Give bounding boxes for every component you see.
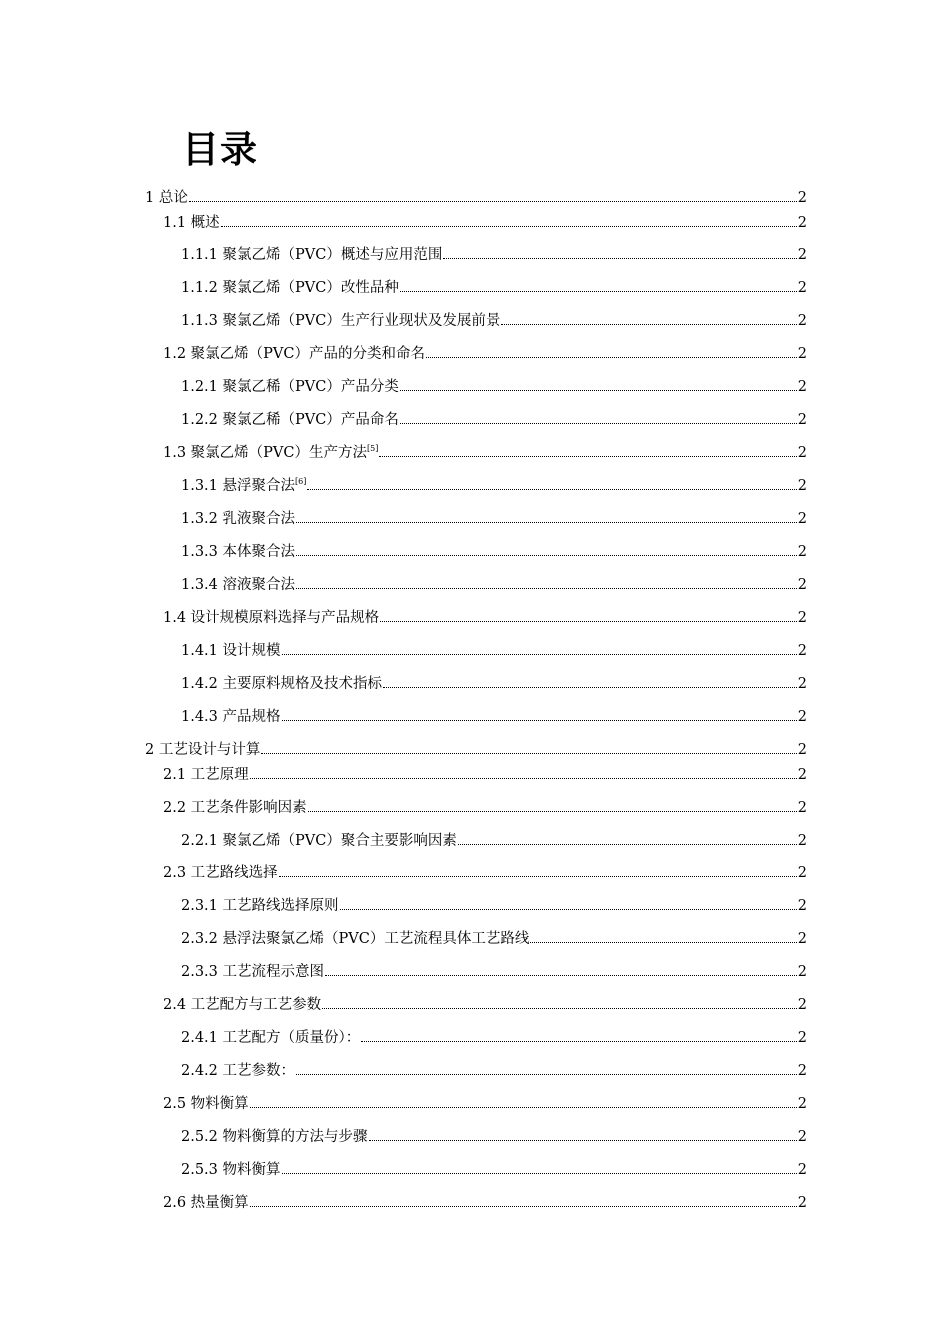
toc-entry-text: 1.4.3 产品规格 <box>181 709 281 725</box>
dot-leader <box>383 687 797 688</box>
toc-entry-title <box>181 508 295 530</box>
toc-page-number: 2 <box>797 346 807 362</box>
toc-entry[interactable] <box>181 277 807 299</box>
toc-page-number: 2 <box>797 544 807 560</box>
toc-entry-text: 2.3.1 工艺路线选择原则 <box>181 898 339 914</box>
toc-entry-title <box>181 830 457 852</box>
toc-entry-text: 2.3.3 工艺流程示意图 <box>181 964 325 980</box>
toc-page-number: 2 <box>797 1096 807 1112</box>
toc-entry-title <box>163 442 378 464</box>
toc-entry-title <box>163 1093 249 1115</box>
dot-leader <box>308 811 797 812</box>
toc-entry-text: 1.2.1 聚氯乙稀（PVC）产品分类 <box>181 379 399 395</box>
toc-entry[interactable] <box>163 343 807 365</box>
dot-leader <box>279 876 797 877</box>
toc-page-number: 2 <box>797 379 807 395</box>
toc-entry-title <box>181 1126 368 1148</box>
toc-entry[interactable] <box>181 574 807 596</box>
toc-entry-text: 2.3.2 悬浮法聚氯乙烯（PVC）工艺流程具体工艺路线 <box>181 931 530 947</box>
toc-page-number: 2 <box>797 445 807 461</box>
toc-entry-title <box>181 1027 360 1049</box>
toc-entry[interactable] <box>181 541 807 563</box>
citation-superscript: [6] <box>295 477 307 487</box>
toc-page-number: 2 <box>797 280 807 296</box>
dot-leader <box>296 555 797 556</box>
toc-entry[interactable] <box>163 994 807 1016</box>
dot-leader <box>221 226 797 227</box>
toc-entry-text: 1.2 聚氯乙烯（PVC）产品的分类和命名 <box>163 346 425 362</box>
toc-entry-title <box>163 607 379 629</box>
toc-entry-title <box>181 376 399 398</box>
toc-entry-title <box>181 1060 295 1082</box>
toc-entry[interactable] <box>163 212 807 234</box>
dot-leader <box>307 489 796 490</box>
toc-entry-title <box>145 739 260 761</box>
toc-entry-title <box>181 640 281 662</box>
toc-page-number: 2 <box>797 1030 807 1046</box>
toc-entry-text: 2.1 工艺原理 <box>163 767 249 783</box>
toc-page-number: 2 <box>797 1195 807 1211</box>
toc-entry-title <box>181 475 306 497</box>
toc-page-number: 2 <box>797 1129 807 1145</box>
toc-entry-title <box>163 343 425 365</box>
toc-page-number: 2 <box>797 1162 807 1178</box>
toc-entry-title <box>163 862 278 884</box>
toc-page-number: 2 <box>797 215 807 231</box>
toc-page-number: 2 <box>797 190 807 206</box>
dot-leader <box>340 909 797 910</box>
dot-leader <box>322 1008 797 1009</box>
toc-page-number: 2 <box>797 709 807 725</box>
dot-leader <box>250 778 797 779</box>
toc-entry-text: 1.4 设计规模原料选择与产品规格 <box>163 610 380 626</box>
toc-entry-text: 2.5.3 物料衡算 <box>181 1162 281 1178</box>
toc-entry-title <box>181 928 529 950</box>
toc-entry-text: 2.2 工艺条件影响因素 <box>163 800 307 816</box>
toc-entry-text: 1.3.2 乳液聚合法 <box>181 511 296 527</box>
toc-page-number: 2 <box>797 865 807 881</box>
toc-page-number: 2 <box>797 313 807 329</box>
toc-entry[interactable] <box>163 1192 807 1214</box>
toc-entry-text: 1.3 聚氯乙烯（PVC）生产方法 <box>163 445 367 461</box>
toc-entry[interactable] <box>163 442 807 464</box>
toc-entry-title <box>181 574 295 596</box>
dot-leader <box>250 1206 797 1207</box>
toc-page-number: 2 <box>797 247 807 263</box>
toc-entry[interactable] <box>181 640 807 662</box>
toc-page-number: 2 <box>797 577 807 593</box>
toc-entry-text: 1.1.2 聚氯乙烯（PVC）改性品种 <box>181 280 399 296</box>
dot-leader <box>400 390 797 391</box>
dot-leader <box>380 621 797 622</box>
toc-entry-title <box>163 797 307 819</box>
toc-entry-title <box>181 409 399 431</box>
dot-leader <box>189 201 797 202</box>
toc-entry[interactable] <box>145 739 807 761</box>
dot-leader <box>296 522 797 523</box>
toc-page-number: 2 <box>797 767 807 783</box>
toc-page-number: 2 <box>797 1063 807 1079</box>
toc-entry[interactable] <box>181 475 807 497</box>
toc-entry-title <box>181 1159 281 1181</box>
toc-entry[interactable] <box>163 607 807 629</box>
toc-page-number: 2 <box>797 742 807 758</box>
toc-entry-text: 2.4 工艺配方与工艺参数 <box>163 997 322 1013</box>
dot-leader <box>530 942 796 943</box>
toc-entry-text: 1.1.3 聚氯乙烯（PVC）生产行业现状及发展前景 <box>181 313 501 329</box>
dot-leader <box>458 844 797 845</box>
toc-entry[interactable] <box>181 830 807 852</box>
toc-entry-text: 1 总论 <box>145 190 188 206</box>
toc-page-number: 2 <box>797 833 807 849</box>
dot-leader <box>282 720 797 721</box>
dot-leader <box>443 258 796 259</box>
toc-entry-text: 2.6 热量衡算 <box>163 1195 249 1211</box>
toc-entry-title <box>163 1192 249 1214</box>
toc-entry-title <box>163 994 321 1016</box>
toc-page-number: 2 <box>797 478 807 494</box>
toc-entry-text: 1.2.2 聚氯乙稀（PVC）产品命名 <box>181 412 399 428</box>
toc-entry[interactable] <box>181 673 807 695</box>
toc-entry-text: 2 工艺设计与计算 <box>145 742 261 758</box>
toc-entry-title <box>181 673 382 695</box>
toc-entry[interactable] <box>181 1159 807 1181</box>
toc-entry[interactable] <box>163 797 807 819</box>
dot-leader <box>282 654 797 655</box>
toc-entry-title <box>181 961 324 983</box>
toc-entry[interactable] <box>181 1027 807 1049</box>
toc-page-number: 2 <box>797 610 807 626</box>
toc-entry-title <box>145 187 188 209</box>
toc-entry-title <box>181 541 295 563</box>
toc-entry-text: 1.4.2 主要原料规格及技术指标 <box>181 676 383 692</box>
dot-leader <box>261 753 796 754</box>
dot-leader <box>501 324 796 325</box>
toc-page-number: 2 <box>797 931 807 947</box>
dot-leader <box>282 1173 797 1174</box>
toc-page-number: 2 <box>797 412 807 428</box>
dot-leader <box>400 291 797 292</box>
toc-page-number: 2 <box>797 964 807 980</box>
dot-leader <box>361 1041 797 1042</box>
dot-leader <box>296 588 797 589</box>
toc-entry-text: 2.4.2 工艺参数： <box>181 1063 296 1079</box>
dot-leader <box>369 1140 797 1141</box>
toc-entry-text: 2.3 工艺路线选择 <box>163 865 278 881</box>
toc-entry-text: 1.3.4 溶液聚合法 <box>181 577 296 593</box>
toc-entry-title <box>181 277 399 299</box>
toc-entry[interactable] <box>181 376 807 398</box>
toc-page-number: 2 <box>797 676 807 692</box>
toc-entry[interactable] <box>181 928 807 950</box>
toc-entry-text: 2.5 物料衡算 <box>163 1096 249 1112</box>
toc-entry-text: 1.1.1 聚氯乙烯（PVC）概述与应用范围 <box>181 247 443 263</box>
toc-title: 目录 <box>182 128 258 171</box>
dot-leader <box>379 456 796 457</box>
toc-entry-text: 2.2.1 聚氯乙烯（PVC）聚合主要影响因素 <box>181 833 457 849</box>
toc-entry[interactable] <box>181 1126 807 1148</box>
dot-leader <box>400 423 797 424</box>
toc-page-number: 2 <box>797 800 807 816</box>
dot-leader <box>296 1074 797 1075</box>
toc-entry-text: 2.4.1 工艺配方（质量份）： <box>181 1030 361 1046</box>
toc-entry-text: 1.1 概述 <box>163 215 220 231</box>
toc-entry-title <box>181 706 281 728</box>
toc-entry[interactable] <box>181 409 807 431</box>
toc-entry[interactable] <box>181 895 807 917</box>
toc-entry-text: 1.4.1 设计规模 <box>181 643 281 659</box>
toc-entry[interactable] <box>145 187 807 209</box>
toc-page-number: 2 <box>797 997 807 1013</box>
dot-leader <box>325 975 797 976</box>
citation-superscript: [5] <box>367 444 379 454</box>
toc-entry[interactable] <box>181 244 807 266</box>
toc-entry-title <box>163 212 220 234</box>
toc-entry-title <box>181 895 339 917</box>
toc-entry[interactable] <box>163 862 807 884</box>
toc-entry[interactable] <box>181 1060 807 1082</box>
toc-entry[interactable] <box>163 1093 807 1115</box>
toc-entry-title <box>181 244 442 266</box>
toc-page-number: 2 <box>797 643 807 659</box>
toc-page-number: 2 <box>797 511 807 527</box>
toc-entry[interactable] <box>181 961 807 983</box>
toc-page-number: 2 <box>797 898 807 914</box>
toc-entry-title <box>163 764 249 786</box>
dot-leader <box>426 357 797 358</box>
toc-entry[interactable] <box>181 706 807 728</box>
toc-entry[interactable] <box>163 764 807 786</box>
toc-entry-text: 1.3.3 本体聚合法 <box>181 544 296 560</box>
toc-entry-title <box>181 310 500 332</box>
toc-entry-text: 1.3.1 悬浮聚合法 <box>181 478 296 494</box>
toc-entry[interactable] <box>181 508 807 530</box>
dot-leader <box>250 1107 797 1108</box>
toc-entry-text: 2.5.2 物料衡算的方法与步骤 <box>181 1129 368 1145</box>
toc-entry[interactable] <box>181 310 807 332</box>
